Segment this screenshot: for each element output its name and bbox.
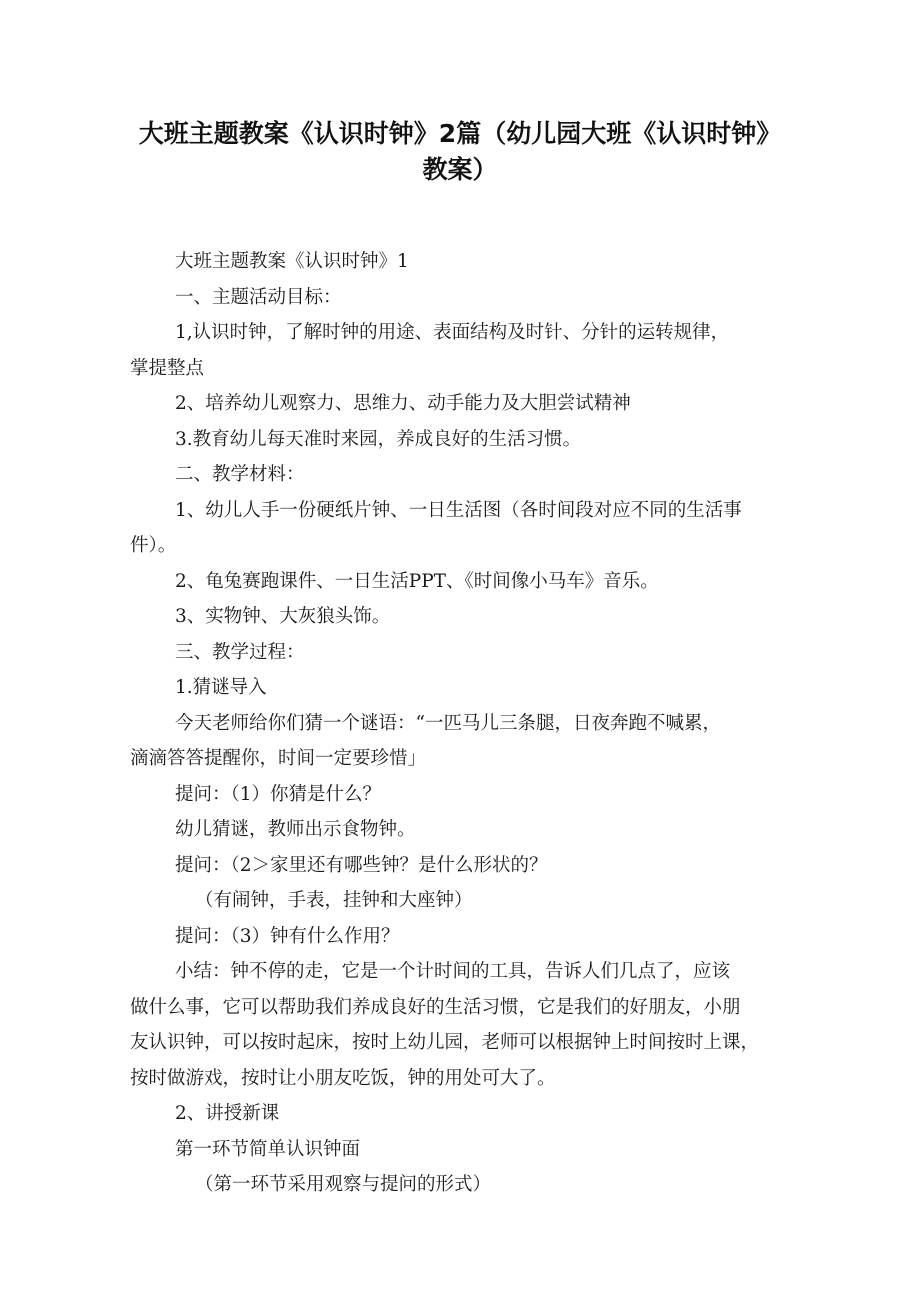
section-heading: 二、教学材料： <box>175 464 305 485</box>
paragraph-line: 3、实物钟、大灰狼头饰。 <box>175 606 391 627</box>
paragraph-line: 提问：（3）钟有什么作用？ <box>175 925 400 947</box>
section-heading: 2、讲授新课 <box>175 1103 280 1124</box>
section-heading: 大班主题教案《认识时钟》1 <box>175 251 409 272</box>
document-title: 大班主题教案《认识时钟》2篇（幼儿园大班《认识时钟》 <box>138 119 782 148</box>
section-heading: 一、主题活动目标： <box>175 286 342 308</box>
paragraph-line: 幼儿猜谜，教师出示食物钟。 <box>175 819 416 840</box>
paragraph-line: 1,认识时钟，了解时钟的用途、表面结构及时针、分针的运转规律， <box>175 322 730 343</box>
paragraph-line: 滴滴答答提醒你，时间一定要珍惜」 <box>130 748 427 769</box>
section-heading: 三、教学过程： <box>175 641 305 663</box>
paragraph-line: 掌提整点 <box>130 357 205 379</box>
paragraph-line: 件）。 <box>130 535 177 556</box>
paragraph-line: 按时做游戏，按时让小朋友吃饭，钟的用处可大了。 <box>130 1067 556 1089</box>
paragraph-line: 2、培养幼儿观察力、思维力、动手能力及大胆尝试精神 <box>175 393 631 414</box>
paragraph-line: 今天老师给你们猜一个谜语：“一匹马儿三条腿，日夜奔跑不喊累， <box>175 712 721 734</box>
paragraph-line: 小结：钟不停的走，它是一个计时间的工具，告诉人们几点了，应该 <box>175 961 731 982</box>
paragraph-line: 2、龟兔赛跑课件、一日生活PPT、《时间像小马车》音乐。 <box>175 570 659 592</box>
paragraph-line: 第一环节简单认识钟面 <box>175 1138 361 1160</box>
paragraph-line: 提问：（1）你猜是什么？ <box>175 783 382 805</box>
document-title-continued: 教案） <box>422 155 498 184</box>
paragraph-line: （有闹钟，手表，挂钟和大座钟） <box>195 890 473 911</box>
paragraph-line: 1、幼儿人手一份硬纸片钟、一日生活图（各时间段对应不同的生活事 <box>175 499 742 521</box>
paragraph-line: 1.猜谜导入 <box>175 677 267 698</box>
paragraph-line: （第一环节采用观察与提问的形式） <box>195 1174 492 1195</box>
paragraph-line: 做什么事，它可以帮助我们养成良好的生活习惯，它是我们的好朋友，小朋 <box>130 996 741 1018</box>
document-body <box>130 244 794 1203</box>
paragraph-line: 友认识钟，可以按时起床，按时上幼儿园，老师可以根据钟上时间按时上课， <box>130 1032 760 1053</box>
paragraph-line: 3.教育幼儿每天准时来园，养成良好的生活习惯。 <box>175 428 582 450</box>
paragraph-line: 提问：（2＞家里还有哪些钟？是什么形状的？ <box>175 854 548 876</box>
